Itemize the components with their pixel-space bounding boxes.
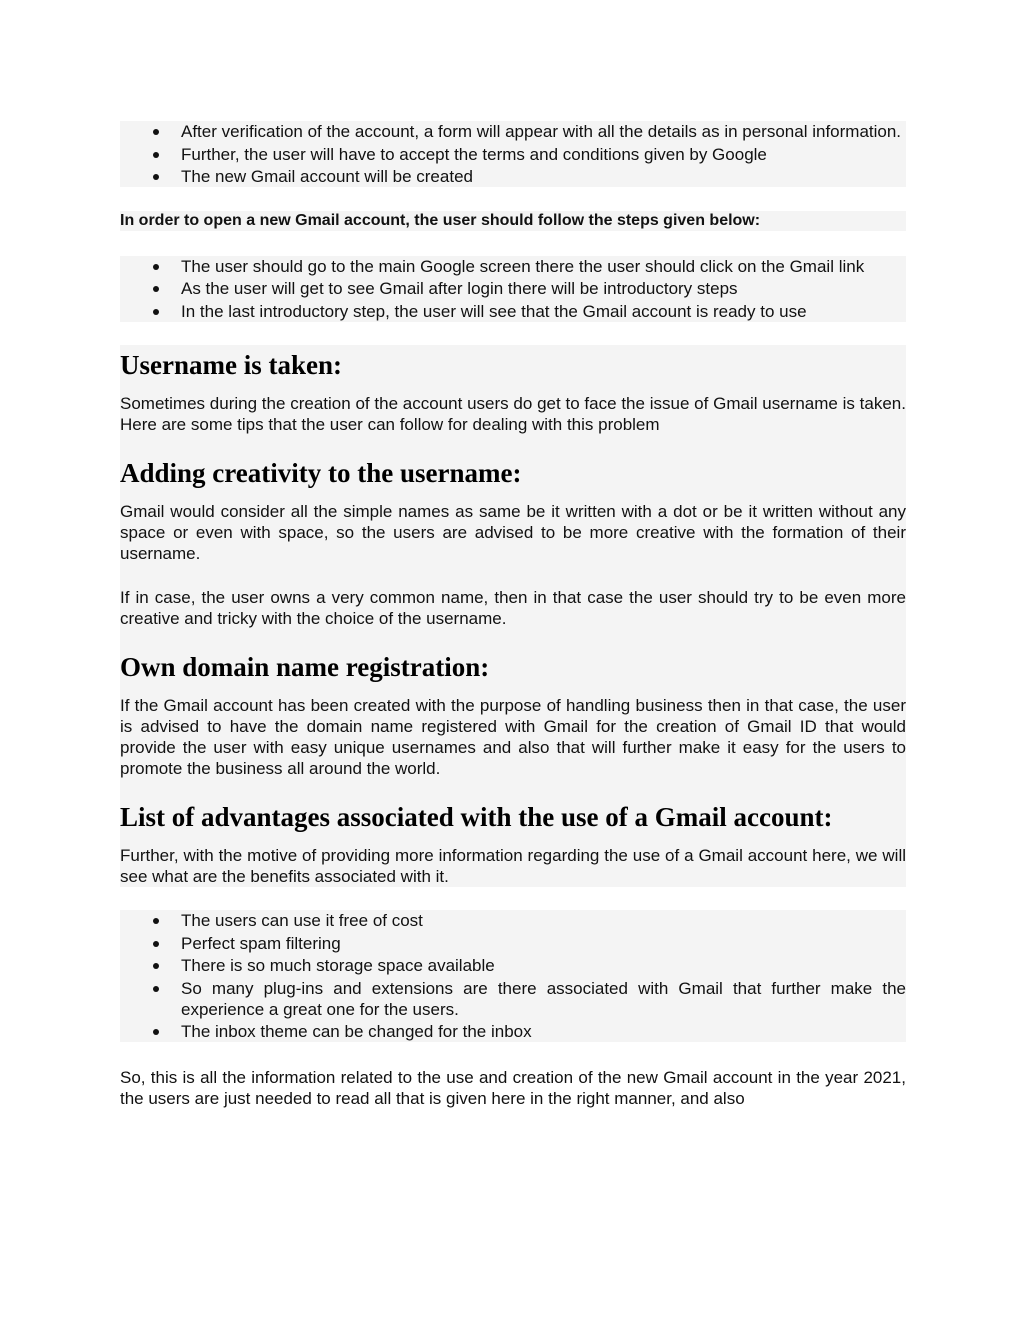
bullet-icon (153, 174, 159, 180)
heading-adding-creativity: Adding creativity to the username: (120, 458, 522, 488)
bullet-list-3 (120, 910, 906, 1042)
bullet-icon (153, 286, 159, 292)
bullet-icon (153, 1029, 159, 1035)
bullet-icon (153, 963, 159, 969)
intro-bold-block (120, 211, 906, 231)
bullet-block-3 (120, 910, 906, 1042)
list-item: Further, the user will have to accept the terms and conditions given by Google (120, 144, 906, 165)
bullet-icon (153, 309, 159, 315)
list-item: The new Gmail account will be created (120, 166, 906, 187)
paragraph-username-taken: Sometimes during the creation of the account users do get to face the issue of Gmail username is taken. Here are some tips that the user can follow for dealing with this problem (120, 394, 906, 434)
list-item: The users can use it free of cost (120, 910, 906, 931)
intro-bold-text: In order to open a new Gmail account, the user should follow the steps given below: (120, 211, 761, 229)
list-item: After verification of the account, a form will appear with all the details as in personal information. (120, 121, 906, 142)
bullet-icon (153, 986, 159, 992)
paragraph-own-domain: If the Gmail account has been created with the purpose of handling business then in that case, the user is advised to have the domain name registered with Gmail for the creation of Gmail ID that would provide the user with easy unique usernames and also that will further make it easy for the users to promote the business all around the world. (120, 696, 906, 778)
bullet-list-2 (120, 256, 906, 322)
list-item: Perfect spam filtering (120, 933, 906, 954)
list-item: So many plug-ins and extensions are there associated with Gmail that further make the experience a great one for the users. (120, 978, 906, 1020)
list-item: The user should go to the main Google screen there the user should click on the Gmail link (120, 256, 906, 277)
bullet-list-1 (120, 121, 906, 187)
bullet-icon (153, 918, 159, 924)
list-item: As the user will get to see Gmail after login there will be introductory steps (120, 278, 906, 299)
document-page (120, 121, 906, 1109)
heading-advantages: List of advantages associated with the use of a Gmail account: (120, 802, 833, 832)
bullet-icon (153, 941, 159, 947)
bullet-icon (153, 264, 159, 270)
closing-paragraph: So, this is all the information related to the use and creation of the new Gmail account in the year 2021, the users are just needed to read all that is given here in the right manner, and also (120, 1067, 906, 1108)
paragraph-creativity-1: Gmail would consider all the simple names as same be it written with a dot or be it written without any space or even with space, so the users are advised to be more creative with the formation of their username. (120, 502, 906, 563)
list-item: In the last introductory step, the user will see that the Gmail account is ready to use (120, 301, 906, 322)
bullet-icon (153, 152, 159, 158)
bullet-block-1 (120, 121, 906, 187)
bullet-block-2 (120, 256, 906, 322)
bullet-icon (153, 129, 159, 135)
paragraph-creativity-2: If in case, the user owns a very common name, then in that case the user should try to be even more creative and tricky with the choice of the username. (120, 588, 906, 628)
list-item: There is so much storage space available (120, 955, 906, 976)
paragraph-advantages: Further, with the motive of providing more information regarding the use of a Gmail account here, we will see what are the benefits associated with it. (120, 846, 906, 886)
heading-username-taken: Username is taken: (120, 350, 342, 380)
heading-own-domain: Own domain name registration: (120, 652, 490, 682)
list-item: The inbox theme can be changed for the inbox (120, 1021, 906, 1042)
content-block-main (120, 345, 906, 887)
